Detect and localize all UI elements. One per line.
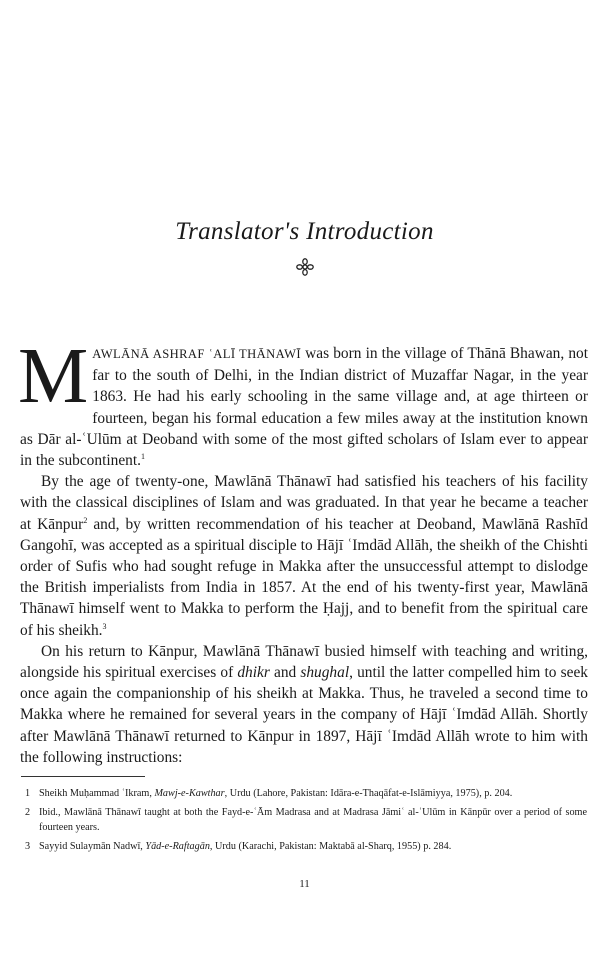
term-dhikr: dhikr [237, 664, 270, 682]
footnote-1-text-b: , Urdu (Lahore, Pakistan: Idāra-e-Thaqāfat-e-Islāmiyya, 1975), p. 204. [224, 788, 513, 799]
floral-ornament-svg [296, 258, 314, 276]
paragraph-3-text-c: , until the latter compelled him to seek once again the companionship of his sheikh at Makka. Thus, he traveled a second time to Makka where he remained for several years in the company of Hājī ʿImdād Allāh. Shortly after Mawlānā Thānawī returned to Kānpur in 1897, Hājī ʿImdād Allāh wrote to him with the following instructions: [20, 664, 588, 766]
footnote-1 [21, 786, 587, 801]
footnote-ref-1[interactable]: 1 [140, 451, 145, 461]
paragraph-1 [18, 333, 589, 471]
floral-ornament-icon [0, 258, 609, 281]
body-text [18, 333, 589, 768]
footnote-2 [21, 805, 587, 835]
drop-cap: M [18, 333, 89, 420]
paragraph-2-text-a: By the age of twenty-one, Mawlānā Thānawī had satisfied his teachers of his facility with the classical disciplines of Islam and was graduated. In that year he became a teacher at Kānpur [20, 473, 588, 533]
footnote-3 [21, 839, 587, 854]
paragraph-2 [20, 471, 588, 641]
chapter-title: Translator's Introduction [175, 218, 434, 245]
paragraph-1-text: was born in the village of Thānā Bhawan, not far to the south of Delhi, in the Indian district of Muzaffar Nagar, in the year 1863. He had his early schooling in the same village and, at age thirteen or fourteen, began his formal education a few miles away at the institution known as Dār al-ʿUlūm at Deoband with some of the most gifted scholars of Islam ever to appear in the subcontinent. [20, 345, 589, 470]
footnote-3-work: Yād-e-Raftagān [145, 841, 210, 852]
footnote-1-work: Mawj-e-Kawthar [154, 788, 225, 799]
paragraph-3-text-a: On his return to Kānpur, Mawlānā Thānawī busied himself with teaching and writing, alongside his spiritual exercises of [20, 642, 588, 682]
page-number: 11 [299, 878, 310, 890]
paragraph-3 [20, 641, 588, 768]
footnote-1-text-a: Sheikh Muḥammad ʿIkram, [39, 788, 155, 799]
footnote-number: 1 [25, 788, 31, 799]
author-name-smallcaps: AWLĀNĀ ASHRAF ʿALĪ THĀNAWĪ [92, 347, 302, 361]
footnote-number: 2 [25, 807, 31, 818]
footnote-number: 3 [25, 841, 31, 852]
footnote-ref-2[interactable]: 2 [83, 515, 88, 525]
paragraph-3-text-b: and [269, 664, 301, 682]
term-shughal: shughal [300, 664, 350, 682]
paragraph-2-text-b: and, by written recommendation of his teacher at Deoband, Mawlānā Rashīd Gangohī, was accepted as a spiritual disciple to Hājī ʿImdād Allāh, the sheikh of the Chishti order of Sufis who had sought refuge in Makka after the unsuccessful attempt to dislodge the British imperialists from India in 1857. At the end of his twenty-first year, Mawlānā Thānawī himself went to Makka to perform the Ḥajj, and to benefit from the spiritual care of his sheikh. [20, 515, 588, 639]
footnote-3-text-a: Sayyid Sulaymān Nadwī, [39, 841, 146, 852]
footnote-divider [21, 776, 145, 777]
footnote-ref-3[interactable]: 3 [102, 621, 107, 631]
footnote-3-text-b: , Urdu (Karachi, Pakistan: Maktabā al-Sharq, 1955) p. 284. [209, 841, 452, 852]
footnotes [21, 786, 587, 858]
footnote-2-text: Ibid., Mawlānā Thānawī taught at both the Fayd-e-ʿĀm Madrasa and at Madrasa Jāmiʿ al-ʿUlūm in Kānpūr over a period of some fourteen years. [39, 807, 587, 833]
